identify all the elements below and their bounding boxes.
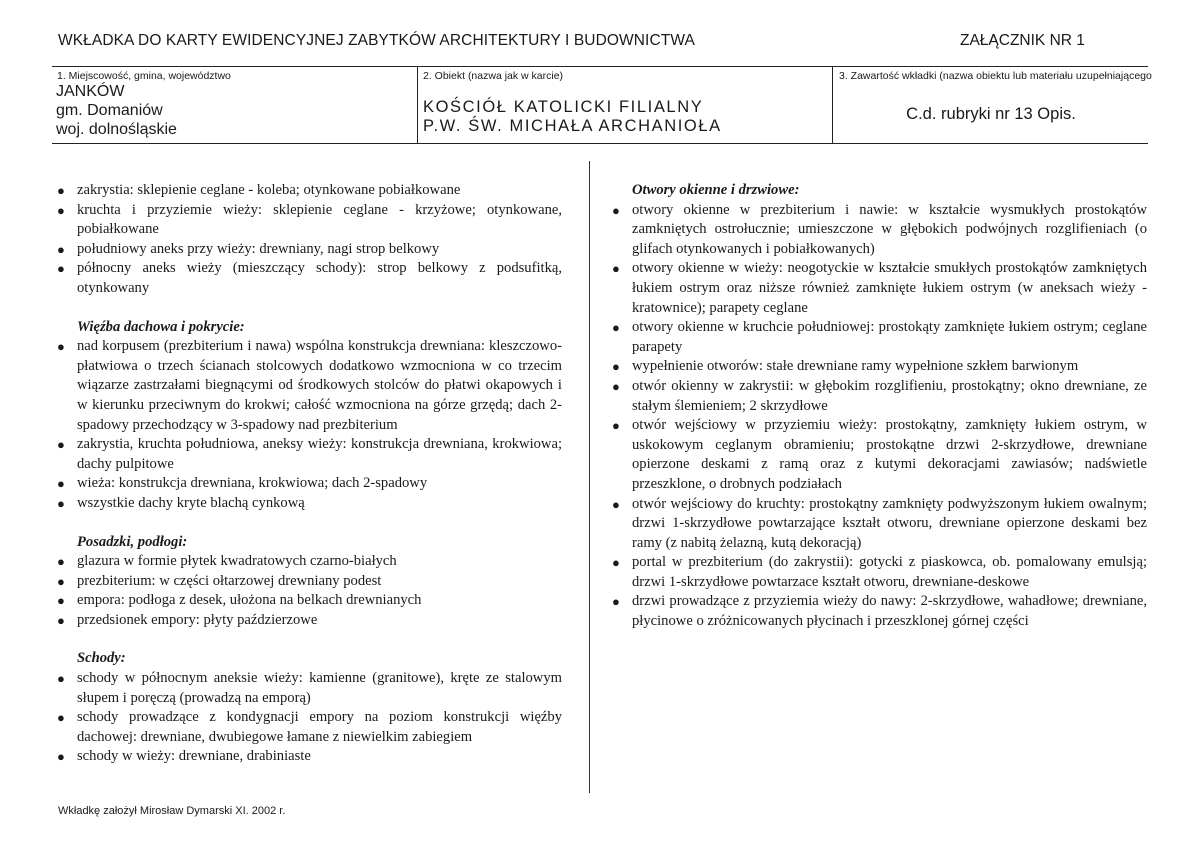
list-item [56, 337, 562, 435]
bullet-dot-icon: ● [612, 418, 620, 434]
bullet-dot-icon: ● [57, 671, 65, 687]
footer-note: Wkładkę założył Mirosław Dymarski XI. 2002 r. [58, 805, 286, 817]
list-item [56, 474, 562, 494]
list-item-text: otwór wejściowy w przyziemiu wieży: prostokątny, zamknięty łukiem ostrym, w uskokowym ceglanym obramieniu; prostokątne drzwi 2-skrzydłowe, drewniane opierzone deskami z ramą oraz z kutymi dekoracjami zawiasów; nadświetle przeszklone, o drobnych podziałach [632, 417, 1147, 492]
bullet-dot-icon: ● [612, 496, 620, 512]
location-line: woj. dolnośląskie [56, 121, 177, 138]
list-item-text: schody w północnym aneksie wieży: kamienne (granitowe), kręte ze stalowym słupem i poręczą (prowadzą na emporą) [77, 670, 562, 706]
list-item [611, 259, 1147, 318]
object-value [423, 98, 722, 136]
location-cell [52, 67, 416, 143]
list-item-text: kruchta i przyziemie wieży: sklepienie ceglane - krzyżowe; otynkowane, pobiałkowane [77, 201, 562, 238]
left-column [56, 181, 562, 767]
bullet-dot-icon: ● [612, 202, 620, 218]
column-divider [589, 161, 590, 793]
list-item [56, 708, 562, 747]
list-item-text: przedsionek empory: płyty paździerzowe [77, 611, 318, 628]
list-item-text: zakrystia, kruchta południowa, aneksy wieży: konstrukcja drewniana, krokwiowa; dachy pulpitowe [77, 436, 562, 472]
list-item [56, 669, 562, 708]
list-item-text: zakrystia: sklepienie ceglane - koleba; otynkowane pobiałkowane [77, 182, 461, 198]
annex-label: ZAŁĄCZNIK NR 1 [960, 32, 1085, 49]
list-item [56, 494, 562, 514]
right-column [611, 181, 1147, 632]
list-item-text: drzwi prowadzące z przyziemia wieży do nawy: 2-skrzydłowe, wahadłowe; drewniane, płycinowe o zróżnicowanych płycinach i przeszklonej górnej części [632, 593, 1147, 630]
bullet-dot-icon: ● [57, 241, 65, 257]
list-item [611, 592, 1147, 631]
location-caption: 1. Miejscowość, gmina, województwo [57, 70, 231, 82]
list-item-text: otwory okienne w prezbiterium i nawie: w kształcie wysmukłych prostokątów zamkniętych ostrołucznie; umieszczone w głębokich podwójnych rozglifieniach (o glifach otynkowanych i pobiałkowanych) [632, 201, 1147, 257]
object-line: P.W. ŚW. MICHAŁA ARCHANIOŁA [423, 117, 722, 135]
list-item-text: schody prowadzące z kondygnacji empory na poziom konstrukcji więźby dachowej: drewniane, dwubiegowe łamane z niewielkim zabiegiem [77, 709, 562, 745]
list-item [611, 377, 1147, 416]
bullet-dot-icon: ● [57, 495, 65, 511]
bullet-dot-icon: ● [57, 749, 65, 765]
list-item [611, 495, 1147, 554]
bullet-dot-icon: ● [57, 261, 65, 277]
roof-heading: Więźba dachowa i pokrycie: [77, 318, 245, 335]
object-caption: 2. Obiekt (nazwa jak w karcie) [423, 70, 564, 82]
list-item-text: schody w wieży: drewniane, drabiniaste [77, 748, 311, 765]
list-item-text: portal w prezbiterium (do zakrystii): gotycki z piaskowca, ob. pomalowany emulsją; drzwi 1-skrzydłowe powtarzace kształt otworu, drewniane-deskowe [632, 554, 1147, 590]
bullet-dot-icon: ● [57, 202, 65, 218]
list-item [56, 552, 562, 572]
list-item-text: nad korpusem (prezbiterium i nawa) wspólna konstrukcja drewniana: kleszczowo-płatwiowa o trzech ścianach stolcowych dodatkowo wzmocniona w co trzecim wiązarze zastrzałami biegnącymi od środkowych stolców do płatwi okapowych i w kierunku przeciwnym do krokwi; całość wzmocniona na górze grzędą; dach 2-spadowy przechodzący w 3-spadowy nad prezbiterium [77, 338, 562, 433]
list-item-text: wypełnienie otworów: stałe drewniane ramy wypełnione szkłem barwionym [632, 358, 1079, 375]
bullet-dot-icon: ● [57, 612, 65, 628]
list-item [56, 747, 562, 767]
list-item [56, 201, 562, 240]
location-line: JANKÓW [56, 83, 125, 100]
list-item [611, 553, 1147, 592]
list-item [56, 259, 562, 298]
list-item-text: wieża: konstrukcja drewniana, krokwiowa; dach 2-spadowy [77, 475, 428, 492]
intro-list [56, 181, 562, 299]
location-value [56, 82, 177, 139]
content-cell [832, 67, 1152, 143]
list-item-text: glazura w formie płytek kwadratowych czarno-białych [77, 553, 397, 570]
list-item-text: otwory okienne w wieży: neogotyckie w kształcie smukłych prostokątów zamkniętych łukiem ostrym oraz niższe również zamknięte łukiem ostrym (w aneksach wieży - kratownice); parapety ceglane [632, 260, 1147, 316]
list-item [56, 591, 562, 611]
bullet-dot-icon: ● [57, 183, 65, 198]
stairs-heading: Schody: [77, 650, 126, 667]
form-title: WKŁADKA DO KARTY EWIDENCYJNEJ ZABYTKÓW ARCHITEKTURY I BUDOWNICTWA [58, 32, 695, 49]
stairs-list [56, 669, 562, 767]
bullet-dot-icon: ● [612, 594, 620, 610]
list-item-text: otwór wejściowy do kruchty: prostokątny zamknięty podwyższonym łukiem owalnym; drzwi 1-skrzydłowe powtarzające kształt otworu, drewniane opierzone deskami bez ramy (z nabitą żelazną, kutą dekoracją) [632, 495, 1147, 551]
list-item-text: wszystkie dachy kryte blachą cynkową [77, 494, 305, 511]
bullet-dot-icon: ● [57, 476, 65, 492]
bullet-dot-icon: ● [612, 320, 620, 336]
list-item-text: południowy aneks przy wieży: drewniany, nagi strop belkowy [77, 240, 440, 257]
header-table [52, 66, 1152, 144]
list-item-text: otwór okienny w zakrystii: w głębokim rozglifieniu, prostokątny; okno drewniane, ze stałym ślemieniem; 2 skrzydłowe [632, 377, 1147, 414]
openings-heading: Otwory okienne i drzwiowe: [632, 182, 800, 198]
list-item-text: północny aneks wieży (mieszczący schody): strop belkowy z podsufitką, otynkowany [77, 260, 562, 296]
floors-list [56, 552, 562, 630]
list-item [611, 357, 1147, 377]
bullet-dot-icon: ● [612, 359, 620, 375]
list-item [611, 201, 1147, 260]
openings-list [611, 201, 1147, 632]
list-item [611, 416, 1147, 494]
bullet-dot-icon: ● [612, 261, 620, 277]
bullet-dot-icon: ● [57, 710, 65, 726]
bullet-dot-icon: ● [57, 593, 65, 609]
bullet-dot-icon: ● [612, 378, 620, 394]
list-item-text: otwory okienne w kruchcie południowej: prostokąty zamknięte łukiem ostrym; ceglane parapety [632, 319, 1147, 355]
list-item-text: empora: podłoga z desek, ułożona na belkach drewnianych [77, 592, 422, 609]
bullet-dot-icon: ● [57, 573, 65, 589]
list-item-text: prezbiterium: w części ołtarzowej drewniany podest [77, 572, 382, 589]
roof-list [56, 337, 562, 513]
floors-heading: Posadzki, podłogi: [77, 533, 188, 550]
list-item [56, 181, 562, 201]
list-item [56, 572, 562, 592]
content-caption: 3. Zawartość wkładki (nazwa obiektu lub materiału uzupełniającego [839, 70, 1152, 82]
object-cell [417, 67, 833, 143]
bullet-dot-icon: ● [57, 437, 65, 453]
list-item [56, 240, 562, 260]
bullet-dot-icon: ● [57, 554, 65, 570]
object-line: KOŚCIÓŁ KATOLICKI FILIALNY [423, 98, 704, 116]
bullet-dot-icon: ● [612, 555, 620, 571]
bullet-dot-icon: ● [57, 339, 65, 355]
list-item [56, 435, 562, 474]
list-item [56, 611, 562, 631]
list-item [611, 318, 1147, 357]
content-value: C.d. rubryki nr 13 Opis. [906, 105, 1076, 123]
location-line: gm. Domaniów [56, 102, 163, 119]
